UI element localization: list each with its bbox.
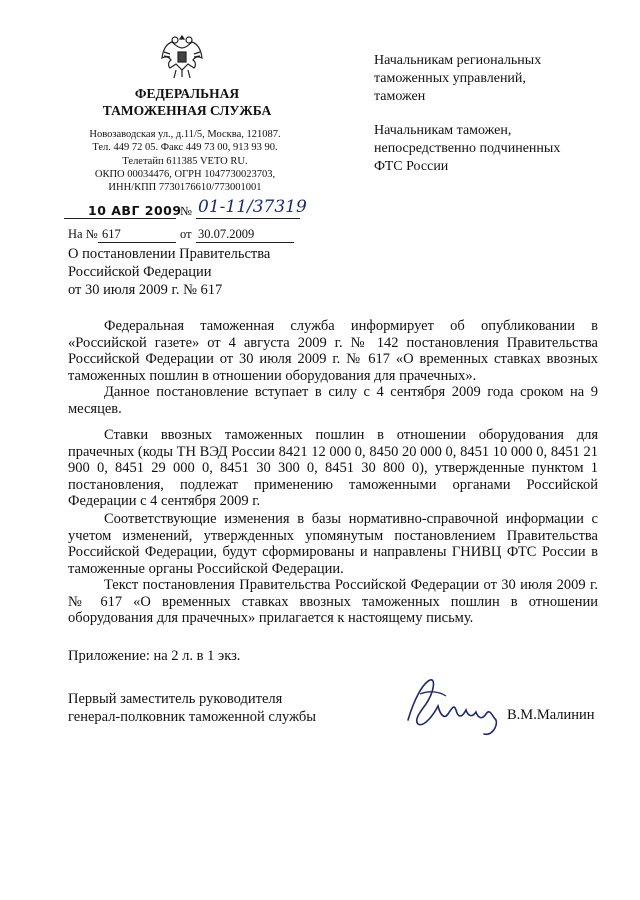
org-teletype: Телетайп 611385 VETO RU. (122, 155, 248, 167)
ref-number: 617 (102, 227, 121, 241)
addressee-block-1 (374, 52, 541, 106)
subject-line: от 30 июля 2009 г. № 617 (68, 282, 223, 298)
signer-position-line: Первый заместитель руководителя (68, 691, 283, 707)
attachment-note: Приложение: на 2 л. в 1 экз. (68, 648, 241, 664)
org-contact-block (60, 128, 310, 194)
ref-date: 30.07.2009 (198, 227, 255, 241)
letter-subject (68, 245, 270, 299)
registration-number: 01-11/37319 (198, 197, 307, 217)
handwritten-signature (400, 670, 510, 742)
registration-date-stamp: 10 АВГ 2009 (88, 203, 182, 218)
body-paragraph-5: Текст постановления Правительства Российской Федерации от 30 июля 2009 г. № 617 «О временных ставках ввозных таможенных пошлин в отношении оборудования для прачечных» прилагается к настоящему письму. (68, 577, 598, 627)
org-address: Новозаводская ул., д.11/5, Москва, 121087. (89, 129, 281, 140)
ref-number-underline (98, 242, 176, 243)
ref-date-underline (196, 242, 294, 243)
addressee-line: таможен (374, 89, 426, 104)
body-paragraph-2: Данное постановление вступает в силу с 4 сентября 2009 года сроком на 9 месяцев. (68, 384, 598, 417)
addressee-line: непосредственно подчиненных (374, 141, 561, 156)
addressee-line: Начальникам таможен, (374, 123, 512, 138)
body-paragraph-3: Ставки ввозных таможенных пошлин в отношении оборудования для прачечных (коды ТН ВЭД России 8421 12 000 0, 8450 20 000 0, 8451 10 000 0, 8451 21 900 0, 8451 29 000 0, 8451 30 300 0, 8451 30 800 0), утвержденные пунктом 1 постановления, подлежат применению таможенными органами Российской Федерации с 4 сентября 2009 г. (68, 427, 598, 510)
signer-position-line: генерал-полковник таможенной службы (68, 709, 317, 725)
ref-from-label: от (180, 227, 192, 241)
signer-name: В.М.Малинин (507, 707, 595, 723)
addressee-line: ФТС России (374, 159, 449, 174)
subject-line: Российской Федерации (68, 264, 212, 280)
number-underline (196, 218, 300, 219)
number-prefix: № (180, 204, 192, 218)
body-paragraph-1: Федеральная таможенная служба информирует об опубликовании в «Российской газете» от 4 августа 2009 г. № 142 постановления Правительства Российской Федерации от 30 июля 2009 г. № 617 «О временных ставках ввозных таможенных пошлин в отношении оборудования для прачечных». (68, 318, 598, 384)
ref-label: На № (68, 227, 98, 241)
addressee-line: Начальникам региональных (374, 53, 542, 68)
double-headed-eagle-emblem-icon (160, 30, 204, 80)
org-inn-kpp: ИНН/КПП 7730176610/773001001 (108, 182, 262, 194)
addressee-block-2 (374, 122, 560, 176)
date-underline (64, 218, 176, 219)
body-paragraph-4: Соответствующие изменения в базы нормативно-справочной информации с учетом изменений, утвержденных упомянутым постановлением Правительства Российской Федерации, будут сформированы и направлены ГНИВЦ ФТС России в таможенные органы Российской Федерации. (68, 511, 598, 577)
signer-position (68, 690, 316, 726)
addressee-line: таможенных управлений, (374, 71, 526, 86)
org-name-line1: ФЕДЕРАЛЬНАЯ (134, 86, 240, 101)
org-name-line2: ТАМОЖЕННАЯ СЛУЖБА (102, 103, 272, 118)
subject-line: О постановлении Правительства (68, 246, 271, 262)
org-phones: Тел. 449 72 05. Факс 449 73 00, 913 93 90. (92, 142, 278, 154)
org-okpo-ogrn: ОКПО 00034476, ОГРН 1047730023703, (94, 168, 276, 180)
